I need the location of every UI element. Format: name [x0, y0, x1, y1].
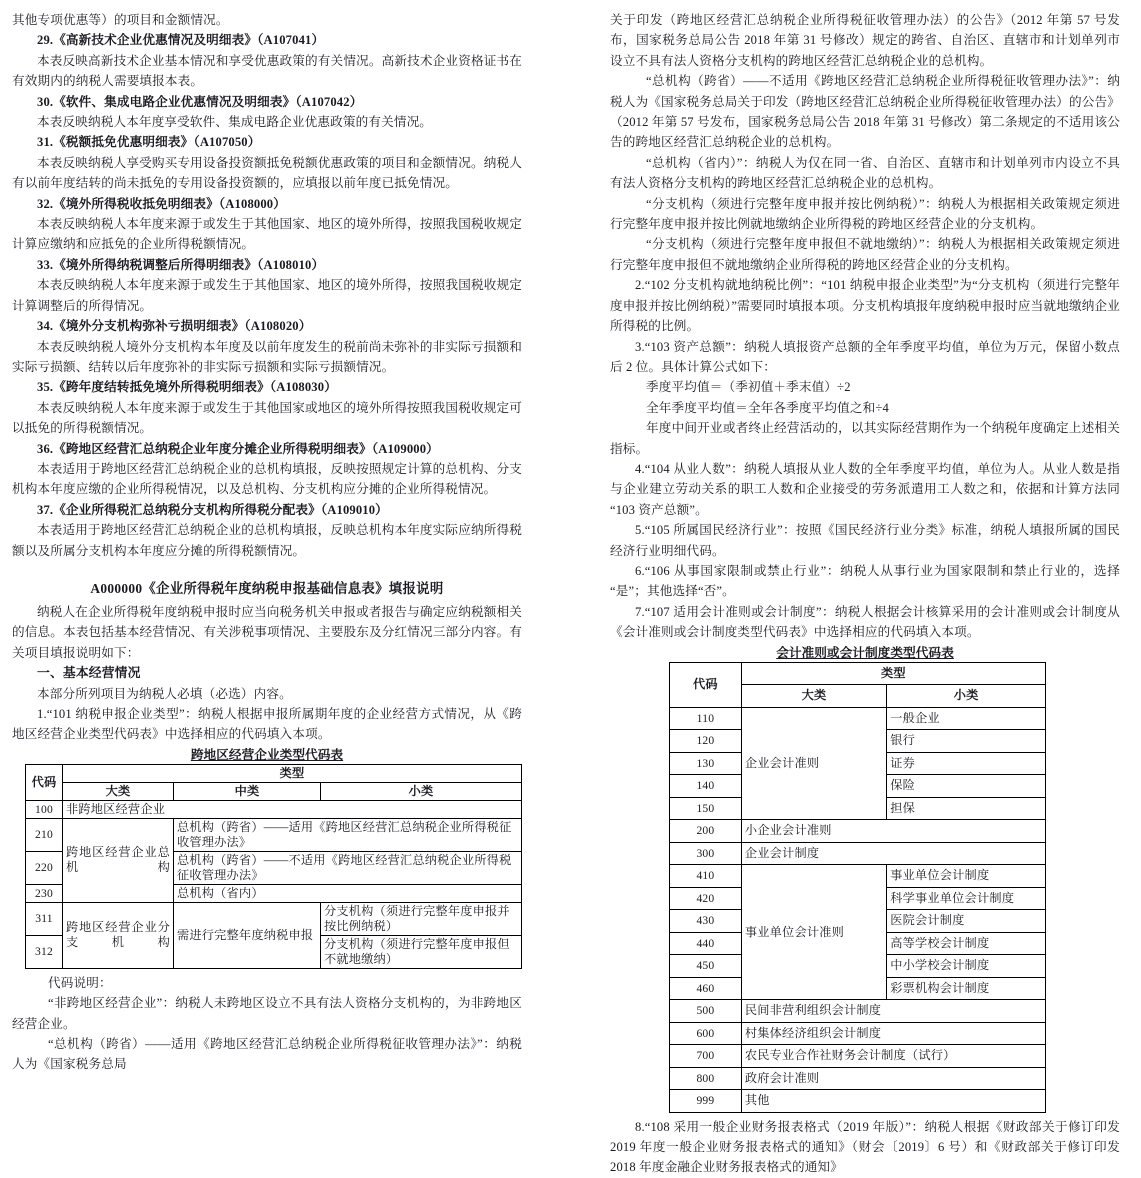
- header-mid: 中类: [174, 782, 321, 800]
- row-small-category: 分支机构（须进行完整年度申报但不就地缴纳）: [321, 935, 522, 968]
- row-small-category: 彩票机构会计制度: [887, 977, 1046, 1000]
- table-row: [670, 707, 1046, 730]
- formula-annual-average: 全年季度平均值＝全年各季度平均值之和÷4: [646, 400, 889, 415]
- row-small-category: 医院会计制度: [887, 910, 1046, 933]
- row-code: 210: [26, 818, 63, 851]
- header-small: 小类: [321, 782, 522, 800]
- left-column: [12, 0, 522, 1072]
- table-cross-region: [25, 764, 522, 969]
- row-code: 410: [670, 865, 742, 888]
- row-big-category: 跨地区经营企业总机构: [63, 818, 174, 902]
- row-mid-category: 需进行完整年度纳税申报: [174, 902, 321, 968]
- row-code: 700: [670, 1045, 742, 1068]
- row-small-category: 分支机构（须进行完整年度申报并按比例纳税）: [321, 902, 522, 935]
- form-item-heading-35: 35.《跨年度结转抵免境外所得税明细表》（A108030）: [37, 380, 337, 395]
- table-row: [26, 902, 522, 935]
- row-code: 600: [670, 1022, 742, 1045]
- table-cross-region-title: 跨地区经营企业类型代码表: [190, 747, 344, 762]
- code-note-3: “总机构（跨省）——不适用《跨地区经营汇总纳税企业所得税征收管理办法》”：纳税人为《国家税务总局关于印发（跨地区经营汇总纳税企业所得税征收管理办法）的公告》（2012 年第 57 号发布，国家税务总局公告 2018 年第 31 号修改）第二条规定的不适用该公告的跨地区经营汇总纳税企业的总机构。: [610, 74, 1120, 150]
- row-category: 非跨地区经营企业: [63, 800, 522, 818]
- right-column: [610, 0, 1120, 1175]
- table-accounting-standards: [669, 662, 1046, 1113]
- row-code: 430: [670, 910, 742, 933]
- row-small-category: 中小学校会计制度: [887, 955, 1046, 978]
- row-code: 110: [670, 707, 742, 730]
- item-102: 2.“102 分支机构就地纳税比例”：“101 纳税申报企业类型”为“分支机构（须进行完整年度申报并按比例纳税）”需要同时填报本项。分支机构填报年度纳税申报时应当就地缴纳企业所得税的比例。: [610, 278, 1120, 334]
- form-item-heading-31: 31.《税额抵免优惠明细表》（A107050）: [37, 135, 261, 150]
- table-row: [670, 1067, 1046, 1090]
- row-code: 140: [670, 775, 742, 798]
- row-category: 小企业会计准则: [741, 820, 1045, 843]
- table-row: [26, 800, 522, 818]
- table-accounting-title: 会计准则或会计制度类型代码表: [776, 645, 954, 660]
- row-mid-category: 总机构（省内）: [174, 884, 522, 902]
- row-code: 500: [670, 1000, 742, 1023]
- row-category: 村集体经济组织会计制度: [741, 1022, 1045, 1045]
- row-code: 460: [670, 977, 742, 1000]
- row-code: 300: [670, 842, 742, 865]
- table-row: [670, 1090, 1046, 1113]
- table-row: [670, 1045, 1046, 1068]
- form-item-body-30: 本表反映纳税人本年度享受软件、集成电路企业优惠政策的有关情况。: [37, 115, 433, 130]
- row-category: 民间非营利组织会计制度: [741, 1000, 1045, 1023]
- header-type: 类型: [63, 764, 522, 782]
- row-mid-category: 总机构（跨省）——适用《跨地区经营汇总纳税企业所得税征收管理办法》: [174, 818, 522, 851]
- header-code: 代码: [670, 662, 742, 707]
- code-note-label: 代码说明：: [48, 975, 112, 990]
- code-note-2: “总机构（跨省）——适用《跨地区经营汇总纳税企业所得税征收管理办法》”：纳税人为《国家税务总局: [12, 1037, 522, 1072]
- item-108: 8.“108 采用一般企业财务报表格式（2019 年版）”：纳税人根据《财政部关于修订印发 2019 年度一般企业财务报表格式的通知》（财会〔2019〕6 号）和《财政部关于修订印发 2018 年度金融企业财务报表格式的通知》: [610, 1119, 1120, 1175]
- row-small-category: 高等学校会计制度: [887, 932, 1046, 955]
- form-item-heading-37: 37.《企业所得税汇总纳税分支机构所得税分配表》（A109010）: [37, 502, 388, 517]
- form-item-body-31: 本表反映纳税人享受购买专用设备投资额抵免税额优惠政策的项目和金额情况。纳税人有以前年度结转的尚未抵免的专用设备投资额的，应填报以前年度已抵免情况。: [12, 155, 522, 191]
- row-small-category: 证券: [887, 752, 1046, 775]
- table-row: [670, 842, 1046, 865]
- header-code: 代码: [26, 764, 63, 800]
- form-item-body-32: 本表反映纳税人本年度来源于或发生于其他国家、地区的境外所得，按照我国税收规定计算应缴纳和应抵免的企业所得税额情况。: [12, 217, 522, 252]
- row-big-category: 跨地区经营企业分支机构: [63, 902, 174, 968]
- row-category: 企业会计制度: [741, 842, 1045, 865]
- row-category: 农民专业合作社财务会计制度（试行）: [741, 1045, 1045, 1068]
- intro-paragraph: 纳税人在企业所得税年度纳税申报时应当向税务机关申报或者报告与确定应纳税额相关的信息。本表包括基本经营情况、有关涉税事项情况、主要股东及分红情况三部分内容。有关项目填报说明如下：: [12, 604, 522, 660]
- section-one-heading: 一、基本经营情况: [37, 666, 141, 681]
- row-code: 311: [26, 902, 63, 935]
- row-code: 120: [670, 730, 742, 753]
- item-106: 6.“106 从事国家限制或禁止行业”：纳税人从事行业为国家限制和禁止行业的，选择“是”；其他选择“否”。: [610, 563, 1120, 599]
- header-big: 大类: [63, 782, 174, 800]
- row-small-category: 保险: [887, 775, 1046, 798]
- continued-paragraph: 关于印发（跨地区经营汇总纳税企业所得税征收管理办法）的公告》（2012 年第 57 号发布，国家税务总局公告 2018 年第 31 号修改）规定的跨省、自治区、直辖市和计划单列市设立不具有法人资格分支机构的跨地区经营汇总纳税企业的总机构。: [610, 13, 1120, 68]
- form-item-heading-34: 34.《境外分支机构弥补亏损明细表》（A108020）: [37, 319, 312, 334]
- item-101: 1.“101 纳税申报企业类型”：纳税人根据申报所属期年度的企业经营方式情况，从《跨地区经营企业类型代码表》中选择相应的代码填入本项。: [12, 707, 522, 742]
- row-small-category: 银行: [887, 730, 1046, 753]
- row-code: 999: [670, 1090, 742, 1113]
- table-row: [670, 1022, 1046, 1045]
- header-type: 类型: [741, 662, 1045, 685]
- row-code: 100: [26, 800, 63, 818]
- formula-quarter-average: 季度平均值＝（季初值＋季末值）÷2: [646, 380, 851, 395]
- row-code: 150: [670, 797, 742, 820]
- row-small-category: 科学事业单位会计制度: [887, 887, 1046, 910]
- item-103: 3.“103 资产总额”：纳税人填报资产总额的全年季度平均值，单位为万元，保留小数点后 2 位。具体计算公式如下：: [610, 339, 1120, 374]
- continued-paragraph: 其他专项优惠等）的项目和金额情况。: [12, 13, 229, 27]
- form-item-body-37: 本表适用于跨地区经营汇总纳税企业的总机构填报，反映总机构本年度实际应纳所得税额以及所属分支机构本年度应分摊的所得税额情况。: [12, 523, 522, 558]
- section-one-note: 本部分所列项目为纳税人必填（必选）内容。: [37, 686, 292, 701]
- table-row: [26, 818, 522, 851]
- form-item-heading-33: 33.《境外所得纳税调整后所得明细表》（A108010）: [37, 257, 325, 272]
- form-item-body-29: 本表反映高新技术企业基本情况和享受优惠政策的有关情况。高新技术企业资格证书在有效期内的纳税人需要填报本表。: [12, 53, 522, 89]
- code-note-4: “总机构（省内）”：纳税人为仅在同一省、自治区、直辖市和计划单列市内设立不具有法人资格分支机构的跨地区经营汇总纳税企业的总机构。: [610, 155, 1120, 191]
- row-category: 政府会计准则: [741, 1067, 1045, 1090]
- row-mid-category: 总机构（跨省）——不适用《跨地区经营汇总纳税企业所得税征收管理办法》: [174, 851, 522, 884]
- form-item-body-34: 本表反映纳税人境外分支机构本年度及以前年度发生的税前尚未弥补的非实际亏损额和实际亏损额、结转以后年度弥补的非实际亏损额和实际亏损额情况。: [12, 339, 522, 374]
- row-big-category: 事业单位会计准则: [741, 865, 886, 1000]
- table-row: [26, 782, 522, 800]
- row-big-category: 企业会计准则: [741, 707, 886, 820]
- table-row: [670, 1000, 1046, 1023]
- row-small-category: 一般企业: [887, 707, 1046, 730]
- code-note-1: “非跨地区经营企业”：纳税人未跨地区设立不具有法人资格分支机构的，为非跨地区经营企业。: [12, 996, 522, 1031]
- row-code: 440: [670, 932, 742, 955]
- row-code: 420: [670, 887, 742, 910]
- table-row: [670, 865, 1046, 888]
- table-row: [26, 764, 522, 782]
- item-104: 4.“104 从业人数”：纳税人填报从业人数的全年季度平均值，单位为人。从业人数是指与企业建立劳动关系的职工人数和企业接受的劳务派遣用工人数之和，依据和计算方法同“103 资产总额”。: [610, 461, 1120, 517]
- item-105: 5.“105 所属国民经济行业”：按照《国民经济行业分类》标准，纳税人填报所属的国民经济行业明细代码。: [610, 523, 1120, 558]
- row-small-category: 担保: [887, 797, 1046, 820]
- table-row: [670, 662, 1046, 685]
- row-category: 其他: [741, 1090, 1045, 1113]
- form-item-heading-36: 36.《跨地区经营汇总纳税企业年度分摊企业所得税明细表》（A109000）: [37, 441, 439, 456]
- table-row: [670, 820, 1046, 843]
- row-code: 312: [26, 935, 63, 968]
- form-item-body-36: 本表适用于跨地区经营汇总纳税企业的总机构填报，反映按照规定计算的总机构、分支机构本年度应缴的企业所得税情况，以及总机构、分支机构应分摊的企业所得税情况。: [12, 461, 522, 497]
- row-code: 130: [670, 752, 742, 775]
- row-code: 200: [670, 820, 742, 843]
- form-item-body-33: 本表反映纳税人本年度来源于或发生于其他国家、地区的境外所得，按照我国税收规定计算调整后的所得情况。: [12, 278, 522, 313]
- header-big: 大类: [741, 685, 886, 708]
- row-code: 800: [670, 1067, 742, 1090]
- code-note-5: “分支机构（须进行完整年度申报并按比例纳税）”：纳税人为根据相关政策规定须进行完整年度申报并按比例就地缴纳企业所得税的跨地区经营企业的分支机构。: [610, 196, 1120, 232]
- page-title: A000000《企业所得税年度纳税申报基础信息表》填报说明: [90, 580, 444, 596]
- row-code: 220: [26, 851, 63, 884]
- code-note-6: “分支机构（须进行完整年度申报但不就地缴纳）”：纳税人为根据相关政策规定须进行完整年度申报但不就地缴纳企业所得税的跨地区经营企业的分支机构。: [610, 237, 1120, 272]
- item-107: 7.“107 适用会计准则或会计制度”：纳税人根据会计核算采用的会计准则或会计制度从《会计准则或会计制度类型代码表》中选择相应的代码填入本项。: [610, 604, 1120, 640]
- header-small: 小类: [887, 685, 1046, 708]
- form-item-heading-32: 32.《境外所得税收抵免明细表》（A108000）: [37, 196, 286, 211]
- form-item-body-35: 本表反映纳税人本年度来源于或发生于其他国家或地区的境外所得按照我国税收规定可以抵免的所得税额情况。: [12, 400, 522, 436]
- form-item-heading-29: 29.《高新技术企业优惠情况及明细表》（A107041）: [37, 33, 325, 48]
- form-item-heading-30: 30.《软件、集成电路企业优惠情况及明细表》（A107042）: [37, 94, 363, 109]
- row-code: 450: [670, 955, 742, 978]
- row-code: 230: [26, 884, 63, 902]
- formula-note: 年度中间开业或者终止经营活动的，以其实际经营期作为一个纳税年度确定上述相关指标。: [610, 421, 1120, 456]
- row-small-category: 事业单位会计制度: [887, 865, 1046, 888]
